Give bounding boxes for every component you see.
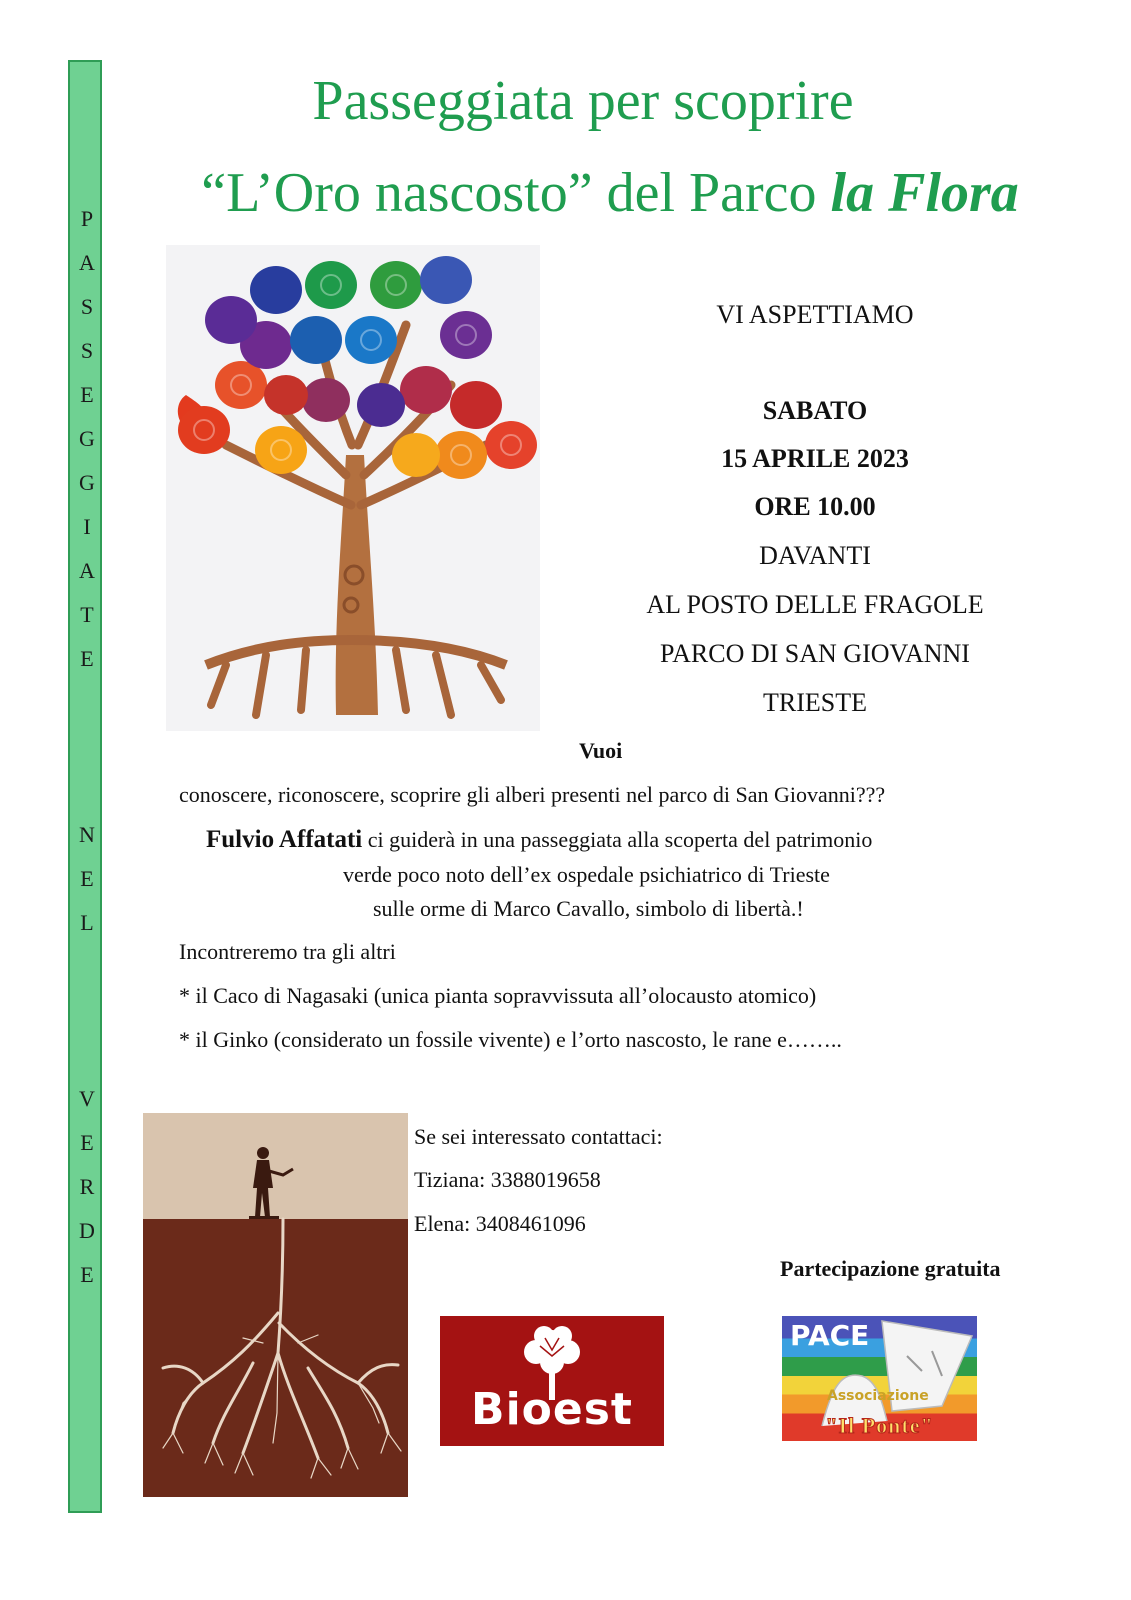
question-text: conoscere, riconoscere, scoprire gli alberi presenti nel parco di San Giovanni???: [179, 782, 886, 807]
sidebar-letter: E: [80, 646, 94, 671]
guide-line: [206, 827, 872, 852]
guide-name: Fulvio Affatati: [206, 826, 363, 853]
contact-elena: Elena: 3408461096: [414, 1211, 586, 1236]
sidebar-letter: I: [83, 514, 91, 539]
event-place-2: AL POSTO DELLE FRAGOLE: [646, 590, 984, 619]
guide-text: ci guiderà in una passeggiata alla scoperta del patrimonio: [362, 827, 873, 852]
sidebar-letter: E: [80, 382, 94, 407]
sidebar-letter: A: [79, 250, 95, 275]
event-day: SABATO: [762, 396, 868, 425]
event-place-3: PARCO DI SAN GIOVANNI: [660, 639, 970, 668]
subtitle-emphasis: la Flora: [830, 162, 1019, 224]
sidebar-letter: A: [79, 558, 95, 583]
sidebar-letter: S: [80, 338, 94, 363]
sidebar-letter: R: [79, 1174, 95, 1199]
event-date: 15 APRILE 2023: [721, 444, 909, 473]
sidebar-letter: G: [79, 426, 95, 451]
greeting-text: VI ASPETTIAMO: [716, 300, 914, 329]
sidebar-letter: T: [80, 602, 94, 627]
quilled-tree-image: [166, 245, 540, 731]
bioest-logo: [440, 1316, 664, 1446]
contact-tiziana: Tiziana: 3388019658: [414, 1167, 601, 1192]
body-line-3: sulle orme di Marco Cavallo, simbolo di libertà.!: [373, 896, 804, 921]
sidebar-letter: L: [80, 910, 94, 935]
body-line-2: verde poco noto dell’ex ospedale psichiatrico di Trieste: [343, 862, 830, 887]
event-place-1: DAVANTI: [759, 541, 871, 570]
pace-text: PACE: [790, 1319, 870, 1352]
sidebar-letter: D: [79, 1218, 95, 1243]
il-ponte-text: "Il Ponte": [825, 1413, 934, 1438]
roots-illustration: [143, 1113, 408, 1497]
sidebar-letter: V: [79, 1086, 95, 1111]
sidebar-banner: [68, 60, 102, 1513]
sidebar-letter: E: [80, 1262, 94, 1287]
event-time: ORE 10.00: [754, 492, 876, 521]
sidebar-letter: N: [79, 822, 95, 847]
list-item: * il Ginko (considerato un fossile vivente) e l’orto nascosto, le rane e……..: [179, 1027, 842, 1052]
sidebar-letter: E: [80, 866, 94, 891]
pace-il-ponte-logo: [782, 1316, 977, 1441]
page-subtitle: [110, 162, 1110, 224]
associazione-text: Associazione: [827, 1388, 929, 1404]
sidebar-letter: E: [80, 1130, 94, 1155]
bioest-logo-text: Bioest: [471, 1384, 633, 1435]
sidebar-letter: G: [79, 470, 95, 495]
page-title: Passeggiata per scoprire: [312, 70, 854, 132]
meet-text: Incontreremo tra gli altri: [179, 939, 396, 964]
free-participation: Partecipazione gratuita: [780, 1256, 1001, 1281]
subtitle-main: “L’Oro nascosto” del Parco: [201, 162, 831, 224]
event-city: TRIESTE: [763, 688, 867, 717]
list-item: * il Caco di Nagasaki (unica pianta sopravvissuta all’olocausto atomico): [179, 983, 817, 1008]
vuoi-text: Vuoi: [579, 738, 623, 763]
contact-intro: Se sei interessato contattaci:: [414, 1124, 663, 1149]
sidebar-letter: P: [80, 206, 94, 231]
sidebar-letter: S: [80, 294, 94, 319]
